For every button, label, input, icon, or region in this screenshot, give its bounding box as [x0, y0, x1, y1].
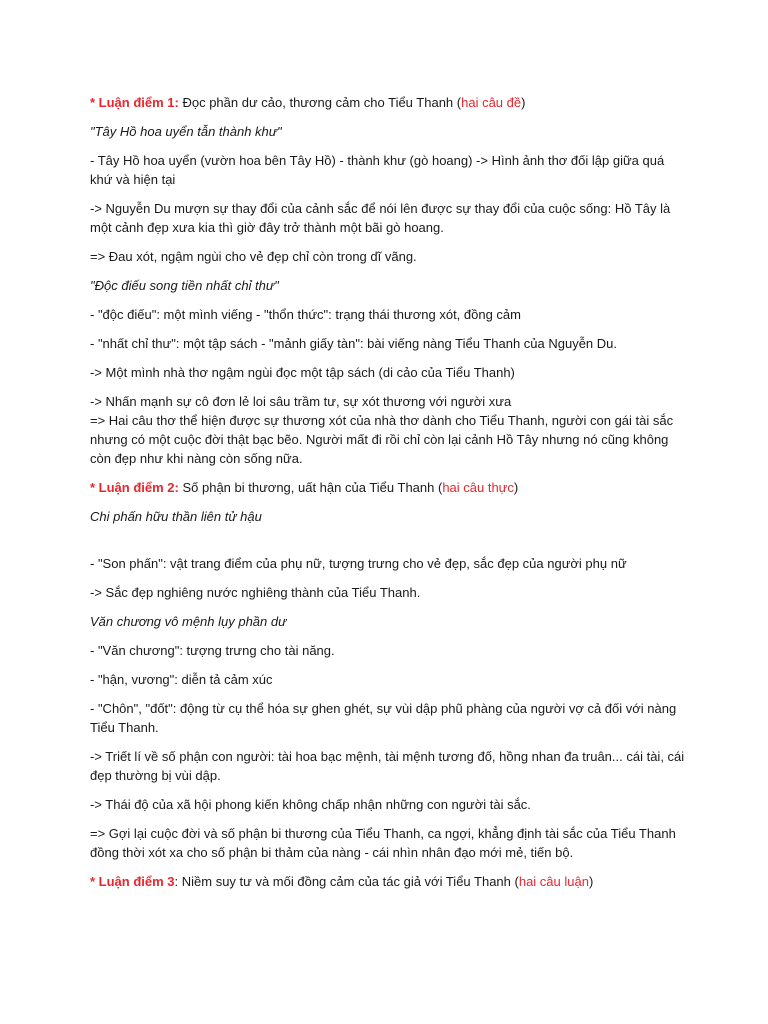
heading-label: * Luận điểm 3 [90, 874, 175, 889]
paragraph: -> Sắc đẹp nghiêng nước nghiêng thành của Tiểu Thanh. [90, 585, 421, 600]
heading-label: * Luận điểm 1: [90, 95, 179, 110]
heading-text: : Niềm suy tư và mối đồng cảm của tác giả với Tiểu Thanh ( [174, 874, 519, 889]
paragraph: => Gợi lại cuộc đời và số phận bi thương của Tiểu Thanh, ca ngợi, khẳng định tài sắc của Tiểu Thanh đồng thời xót xa cho số phận bi thảm của nàng - cái nhìn nhân đạo mới mẻ, tiến bộ. [90, 826, 676, 860]
paragraph: - "nhất chỉ thư": một tập sách - "mảnh giấy tàn": bài viếng nàng Tiểu Thanh của Nguyễn Du. [90, 336, 618, 351]
heading-luan-diem-3 [90, 872, 690, 891]
verse-line-1: "Tây Hồ hoa uyển tẫn thành khư" [90, 124, 282, 139]
paragraph: => Đau xót, ngậm ngùi cho vẻ đẹp chỉ còn trong dĩ vãng. [90, 249, 417, 264]
paragraph: - Tây Hồ hoa uyển (vườn hoa bên Tây Hồ) - thành khư (gò hoang) -> Hình ảnh thơ đối lập giữa quá khứ và hiện tại [90, 153, 665, 187]
paragraph: -> Triết lí về số phận con người: tài hoa bạc mệnh, tài mệnh tương đố, hồng nhan đa truân... cái tài, cái đẹp thường bị vùi dập. [90, 749, 685, 783]
paragraph: - "Son phấn": vật trang điểm của phụ nữ, tượng trưng cho vẻ đẹp, sắc đẹp của người phụ nữ [90, 556, 627, 571]
paragraph: => Hai câu thơ thể hiện được sự thương xót của nhà thơ dành cho Tiểu Thanh, người con gái tài sắc nhưng có một cuộc đời thật bạc bẽo. Người mất đi rồi chỉ còn lại cảnh Hồ Tây nhưng nó cũng không còn đẹp như khi nàng còn sống nữa. [90, 413, 674, 466]
paragraph: - "Chôn", "đốt": động từ cụ thể hóa sự ghen ghét, sự vùi dập phũ phàng của người vợ cả đối với nàng Tiểu Thanh. [90, 701, 677, 735]
paragraph: -> Một mình nhà thơ ngậm ngùi đọc một tập sách (di cảo của Tiểu Thanh) [90, 365, 515, 380]
paragraph: - "độc điếu": một mình viếng - "thổn thức": trạng thái thương xót, đồng cảm [90, 307, 521, 322]
heading-text: Đọc phần dư cảo, thương cảm cho Tiểu Thanh ( [178, 95, 462, 110]
heading-close: ) [588, 874, 594, 889]
paragraph: -> Nhấn mạnh sự cô đơn lẻ loi sâu trầm tư, sự xót thương với người xưa [90, 394, 512, 409]
heading-label: * Luận điểm 2: [90, 480, 179, 495]
paragraph: -> Thái độ của xã hội phong kiến không chấp nhận những con người tài sắc. [90, 797, 531, 812]
heading-close: ) [513, 480, 519, 495]
paragraph: - "hận, vương": diễn tả cảm xúc [90, 672, 273, 687]
verse-line-4: Văn chương vô mệnh lụy phần dư [90, 614, 287, 629]
heading-close: ) [521, 95, 526, 110]
verse-line-2: "Độc điếu song tiền nhất chỉ thư" [90, 278, 279, 293]
heading-text: Số phận bi thương, uất hận của Tiểu Thanh ( [178, 480, 443, 495]
paragraph: - "Văn chương": tượng trưng cho tài năng. [90, 643, 335, 658]
heading-tag: hai câu đề [461, 95, 522, 110]
paragraph: -> Nguyễn Du mượn sự thay đổi của cảnh sắc để nói lên được sự thay đổi của cuộc sống: Hồ Tây là một cảnh đẹp xưa kia thì giờ đây trở thành một bãi gò hoang. [90, 201, 671, 235]
heading-luan-diem-2 [90, 478, 690, 497]
heading-luan-diem-1 [90, 93, 690, 112]
heading-tag: hai câu thực [442, 480, 514, 495]
heading-tag: hai câu luận [518, 874, 589, 889]
verse-line-3: Chi phấn hữu thần liên tử hậu [90, 509, 262, 524]
